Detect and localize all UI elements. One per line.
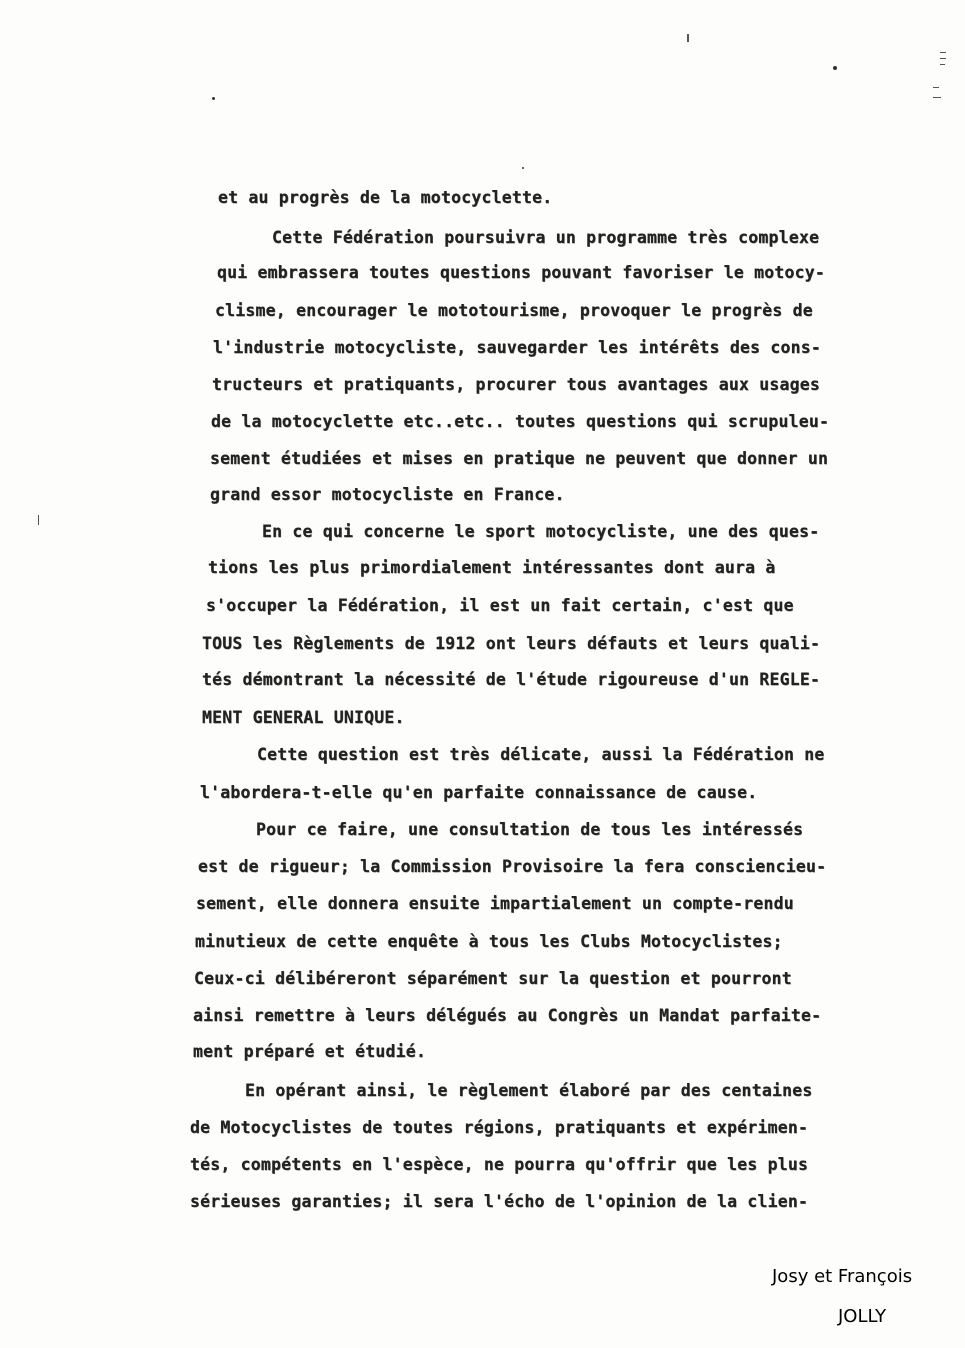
scan-speck — [522, 167, 524, 169]
text-line: et au progrès de la motocyclette. — [218, 188, 553, 207]
text-line: s'occuper la Fédération, il est un fait certain, c'est que — [206, 596, 794, 615]
credit-names: Josy et François — [772, 1266, 913, 1287]
text-line: l'abordera-t-elle qu'en parfaite connaissance de cause. — [200, 783, 758, 802]
text-line: sérieuses garanties; il sera l'écho de l'opinion de la clien- — [190, 1192, 809, 1211]
text-line: sement étudiées et mises en pratique ne peuvent que donner un — [210, 449, 829, 468]
text-line: ainsi remettre à leurs délégués au Congrès un Mandat parfaite- — [193, 1006, 822, 1025]
text-line: TOUS les Règlements de 1912 ont leurs défauts et leurs quali- — [202, 634, 821, 653]
scan-mark — [933, 97, 941, 98]
text-line: Ceux-ci délibéreront séparément sur la question et pourront — [194, 969, 792, 988]
text-line: sement, elle donnera ensuite impartialement un compte-rendu — [196, 894, 794, 913]
text-line: tructeurs et pratiquants, procurer tous avantages aux usages — [212, 375, 821, 394]
text-line: de Motocyclistes de toutes régions, pratiquants et expérimen- — [190, 1118, 809, 1137]
scan-speck — [833, 66, 837, 70]
text-line: tés démontrant la nécessité de l'étude rigoureuse d'un REGLE- — [202, 670, 821, 689]
text-line: l'industrie motocycliste, sauvegarder les intérêts des cons- — [213, 338, 822, 357]
scan-mark — [687, 34, 689, 42]
text-line: tés, compétents en l'espèce, ne pourra qu'offrir que les plus — [190, 1155, 809, 1174]
scan-mark — [940, 52, 946, 53]
text-line: clisme, encourager le mototourisme, provoquer le progrès de — [215, 301, 813, 320]
text-line: qui embrassera toutes questions pouvant favoriser le motocy- — [217, 263, 826, 282]
text-line: grand essor motocycliste en France. — [210, 485, 565, 504]
text-line: En ce qui concerne le sport motocycliste, une des ques- — [262, 522, 820, 541]
text-line: est de rigueur; la Commission Provisoire la fera consciencieu- — [198, 857, 827, 876]
text-line: tions les plus primordialement intéressantes dont aura à — [208, 558, 776, 577]
text-line: Cette Fédération poursuivra un programme très complexe — [272, 228, 820, 247]
text-line: MENT GENERAL UNIQUE. — [202, 708, 405, 727]
text-line: Cette question est très délicate, aussi la Fédération ne — [257, 745, 825, 764]
text-line: ment préparé et étudié. — [193, 1042, 427, 1061]
text-line: En opérant ainsi, le règlement élaboré par des centaines — [245, 1081, 813, 1100]
scan-mark — [940, 64, 945, 65]
text-line: Pour ce faire, une consultation de tous les intéressés — [256, 820, 804, 839]
scan-mark — [38, 515, 39, 525]
text-line: de la motocyclette etc..etc.. toutes questions qui scrupuleu- — [211, 412, 830, 431]
scan-mark — [933, 87, 939, 88]
credit-surname: JOLLY — [838, 1306, 887, 1327]
scan-mark — [940, 58, 946, 59]
text-line: minutieux de cette enquête à tous les Clubs Motocyclistes; — [195, 932, 783, 951]
scan-speck — [212, 97, 215, 100]
